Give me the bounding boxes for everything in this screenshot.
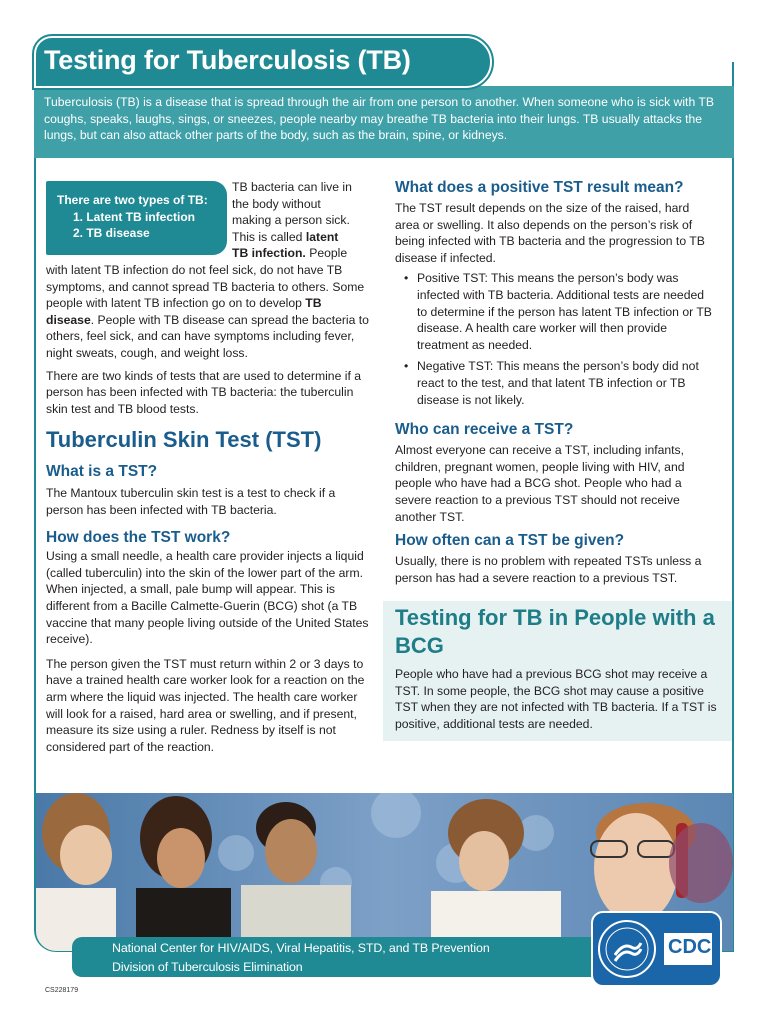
tst-heading: Tuberculin Skin Test (TST) bbox=[46, 427, 322, 452]
positive-heading: What does a positive TST result mean? bbox=[395, 179, 684, 196]
footer-band bbox=[72, 937, 592, 977]
intro-band bbox=[34, 86, 734, 158]
tb-type-item: 2. TB disease bbox=[73, 226, 150, 240]
what-tst-heading: What is a TST? bbox=[46, 463, 158, 480]
intro-text: Tuberculosis (TB) is a disease that is spread through the air from one person to another. When someone who is sick with TB coughs, speaks, laughs, sings, or sneezes, people nearby may breathe TB bacteria into their lungs. TB usually attacks the lungs, but can also attack other parts of the body, such as the brain, spine, or kidneys. bbox=[44, 95, 714, 142]
footer-division-name: Division of Tuberculosis Elimination bbox=[112, 960, 303, 974]
tb-intro-line: making a person sick. bbox=[232, 213, 350, 228]
tests-paragraph: There are two kinds of tests that are used to determine if a person has been infected with TB bacteria: the tuberculin skin test and TB blood tests. bbox=[46, 368, 362, 416]
bcg-heading: Testing for TB in People with a BCG bbox=[395, 605, 715, 658]
result-item: • Negative TST: This means the person’s body did not react to the test, and that latent TB infection or TB disease is not likely. bbox=[395, 358, 715, 408]
what-tst-text: The Mantoux tuberculin skin test is a test to check if a person has been infected with TB bacteria. bbox=[46, 486, 336, 517]
who-text: Almost everyone can receive a TST, including infants, children, pregnant women, people living with HIV, and people who have had a BCG shot. People who had a severe reaction to a previous TST should not receive another TST. bbox=[395, 443, 685, 524]
how-tst-heading: How does the TST work? bbox=[46, 529, 231, 547]
tb-intro-wrap bbox=[232, 179, 378, 262]
often-text: Usually, there is no problem with repeated TSTs unless a person has had a severe reaction to a previous TST. bbox=[395, 554, 702, 585]
bcg-text: People who have had a previous BCG shot may receive a TST. In some people, the BCG shot may cause a positive TST when they are not infected with TB bacteria. If a TST is positive, additional tests are needed. bbox=[395, 667, 717, 731]
page-title: Testing for Tuberculosis (TB) bbox=[44, 45, 411, 75]
result-list bbox=[395, 270, 715, 408]
right-column bbox=[395, 178, 715, 592]
tb-intro-line bbox=[232, 245, 378, 262]
document-code: CS228179 bbox=[45, 987, 79, 994]
tb-infection-bold: TB infection. bbox=[232, 246, 306, 261]
how-tst-p2: The person given the TST must return within 2 or 3 days to have a trained health care worker look for a reaction on the arm where the liquid was injected. The health care worker will look for a raised, hard area or swelling, and if present, measure its size using a ruler. Redness by itself is not considered part of the reaction. bbox=[46, 656, 365, 754]
tb-types-heading: There are two types of TB: bbox=[57, 193, 208, 207]
tb-intro-line-text: This is called bbox=[232, 229, 303, 244]
cdc-logo bbox=[591, 911, 722, 987]
footer-center-name: National Center for HIV/AIDS, Viral Hepatitis, STD, and TB Prevention bbox=[112, 941, 490, 955]
cdc-logo-text: CDC bbox=[668, 936, 712, 958]
latent-text-a: with latent TB infection do not feel sick, do not have TB symptoms, and cannot spread TB bacteria to others. Some people with latent TB infection go on to develop bbox=[46, 263, 365, 311]
positive-text: The TST result depends on the size of the raised, hard area or swelling. It also depends on the person’s risk of being infected with TB bacteria and the progression to TB disease if infected. bbox=[395, 201, 705, 265]
tb-disease-bold: TB disease bbox=[46, 296, 322, 327]
tb-intro-line bbox=[232, 229, 378, 246]
tb-intro-line: the body without bbox=[232, 196, 321, 211]
often-heading: How often can a TST be given? bbox=[395, 532, 625, 550]
title-tab bbox=[34, 36, 492, 88]
left-column bbox=[46, 262, 372, 423]
latent-paragraph bbox=[46, 262, 372, 362]
tb-intro-line: TB bacteria can live in bbox=[232, 180, 352, 194]
tst-section bbox=[46, 426, 372, 761]
who-heading: Who can receive a TST? bbox=[395, 421, 574, 439]
tb-types-list bbox=[57, 209, 227, 242]
tb-types-box bbox=[46, 181, 227, 255]
latent-text-b: . People with TB disease can spread the bacteria to others, feel sick, and can have symptoms including fever, night sweats, cough, and weight loss. bbox=[46, 312, 369, 360]
tb-type-item: 1. Latent TB infection bbox=[73, 209, 196, 224]
bcg-box bbox=[383, 601, 732, 741]
tb-intro-after: People bbox=[305, 246, 348, 261]
latent-bold: latent bbox=[305, 229, 339, 244]
result-item: • Positive TST: This means the person’s body was infected with TB bacteria. Additional tests are needed to determine if the person has latent TB infection or TB disease. A health care worker will then provide treatment as needed. bbox=[395, 270, 715, 353]
how-tst-p1: Using a small needle, a health care provider injects a liquid (called tuberculin) into the skin of the lower part of the arm. When injected, a small, pale bump will appear. This is different from a Bacille Calmette-Guerin (BCG) shot (a TB vaccine that many people living outside of the United States receive). bbox=[46, 549, 369, 647]
